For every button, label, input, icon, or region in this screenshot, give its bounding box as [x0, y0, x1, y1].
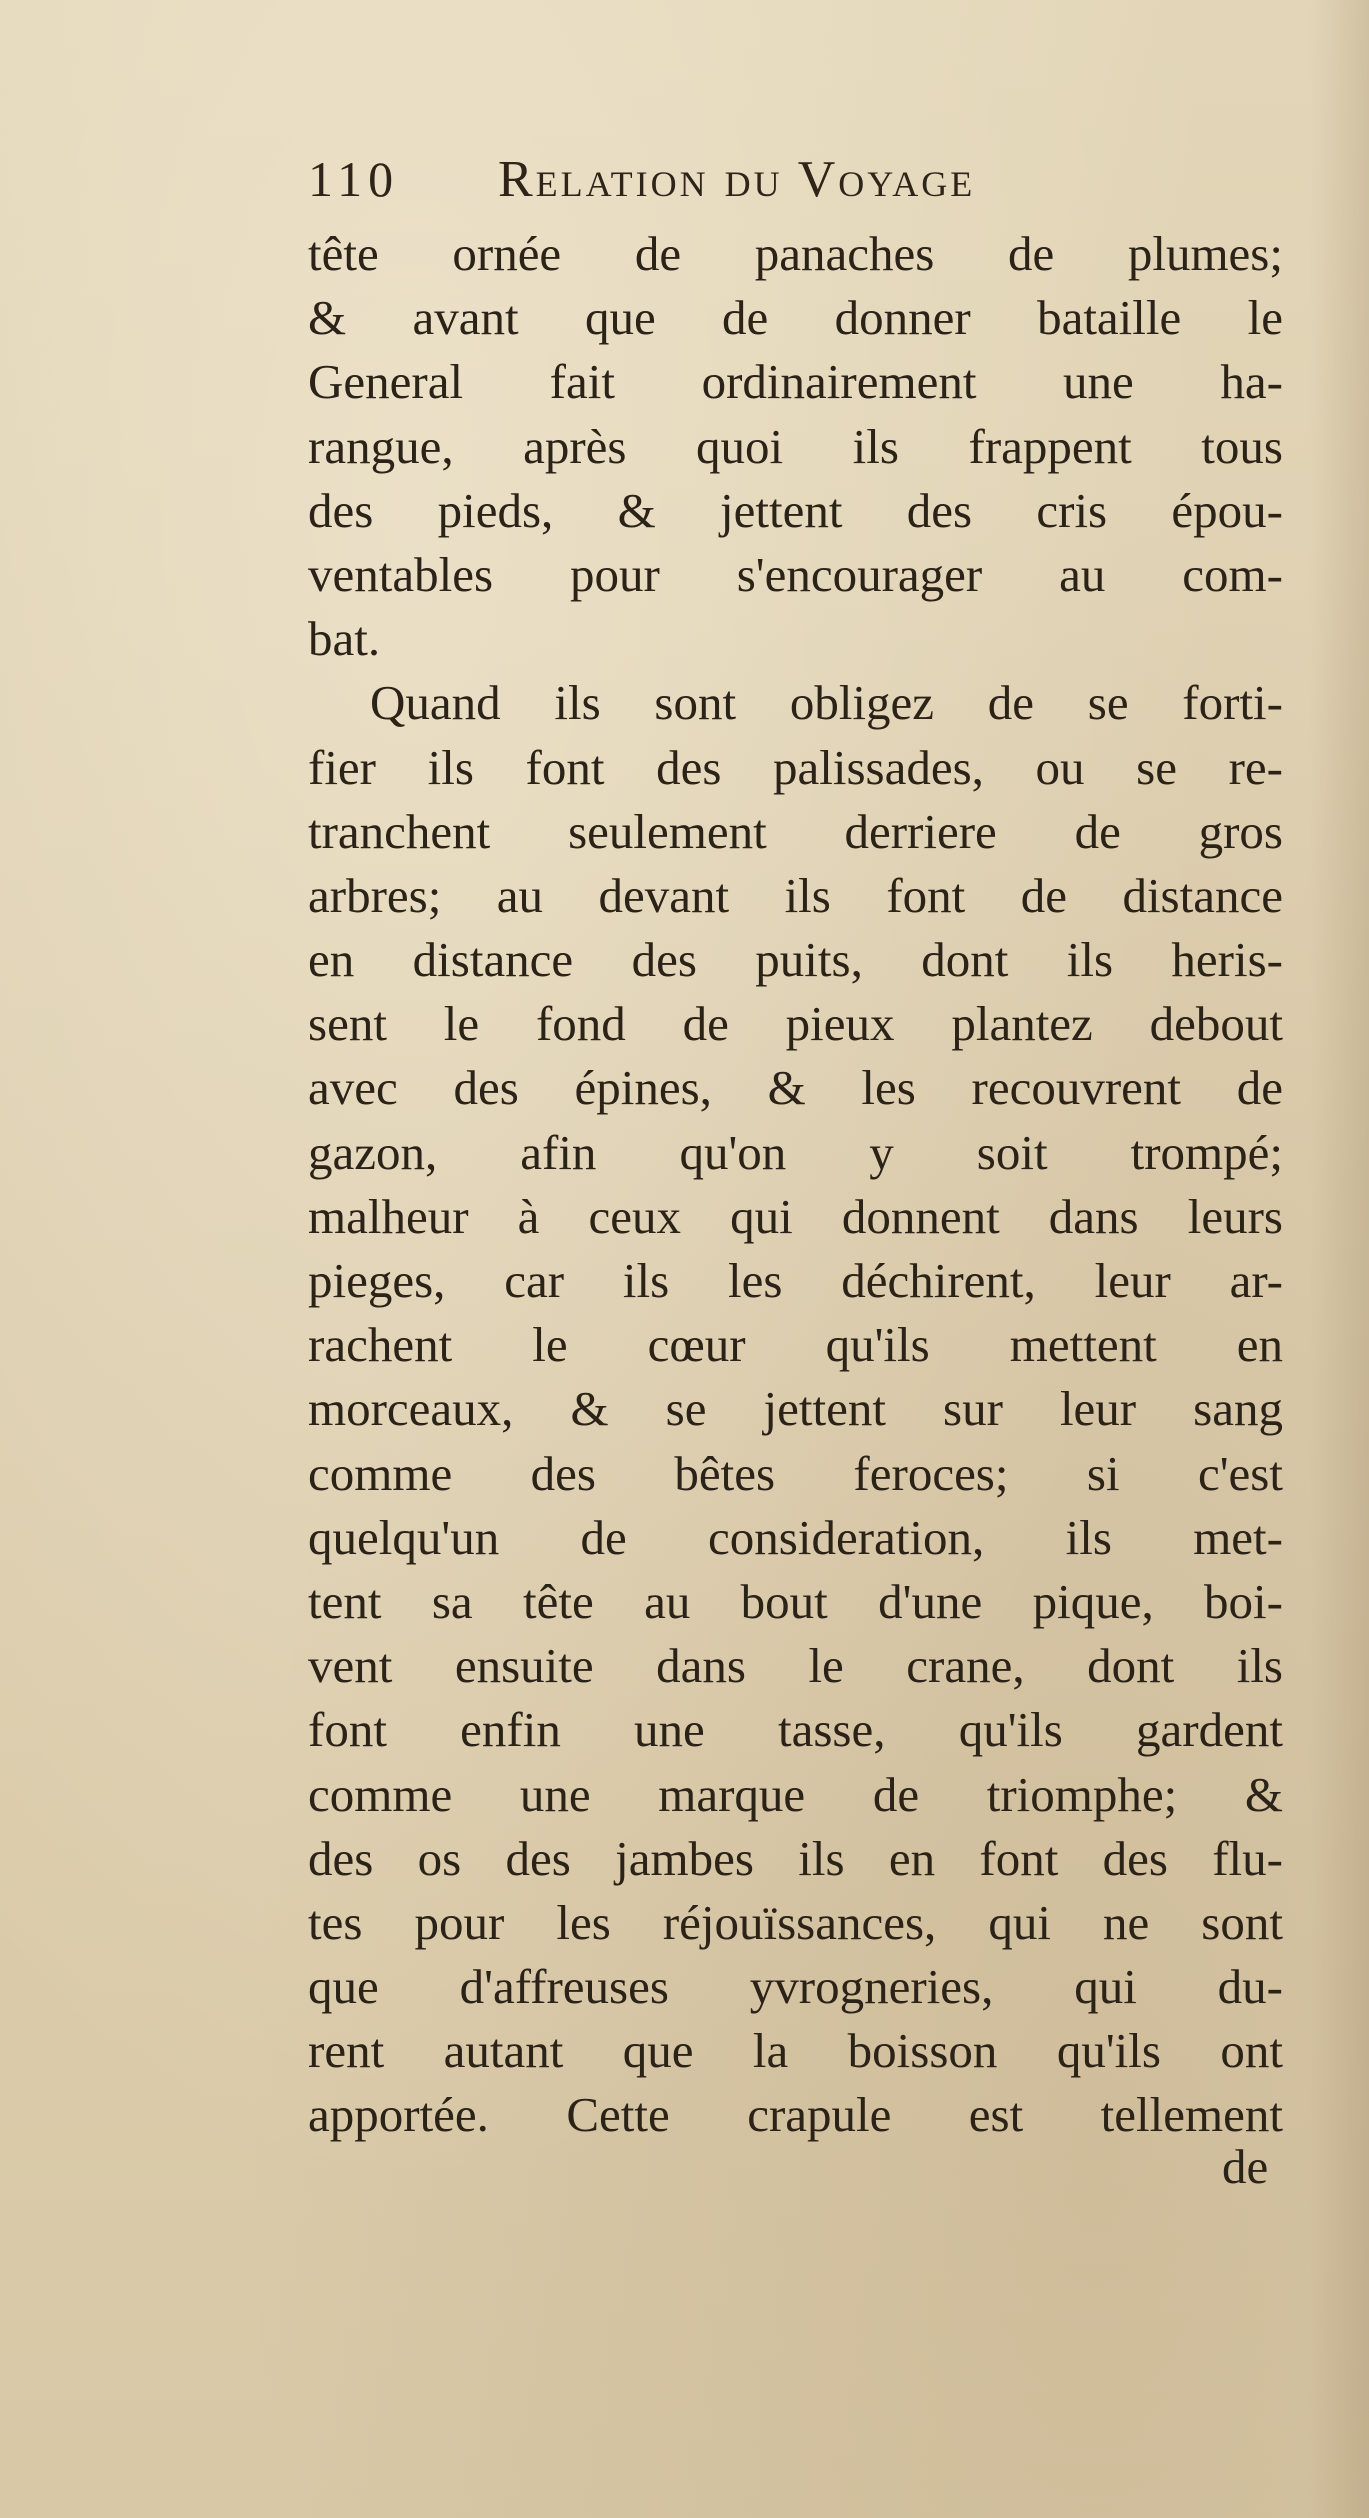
text-line: comme des bêtes feroces; si c'est: [308, 1445, 1283, 1501]
text-line: des pieds, & jettent des cris épou-: [308, 482, 1283, 538]
text-line: en distance des puits, dont ils heris-: [308, 932, 1283, 988]
text-line: apportée. Cette crapule est tellement: [308, 2087, 1283, 2143]
text-line: sent le fond de pieux plantez debout: [308, 996, 1283, 1052]
text-line: arbres; au devant ils font de distance: [308, 867, 1283, 923]
body-text: [308, 222, 1283, 2148]
text-line: que d'affreuses yvrogneries, qui du-: [308, 1959, 1283, 2015]
text-line: rangue, après quoi ils frappent tous: [308, 418, 1283, 474]
text-line: avec des épines, & les recouvrent de: [308, 1060, 1283, 1116]
text-line: tranchent seulement derriere de gros: [308, 803, 1283, 859]
text-line: des os des jambes ils en font des flu-: [308, 1830, 1283, 1886]
text-line: & avant que de donner bataille le: [308, 290, 1283, 346]
text-line: pieges, car ils les déchirent, leur ar-: [308, 1253, 1283, 1308]
text-line: tête ornée de panaches de plumes;: [308, 226, 1283, 281]
text-line: morceaux, & se jettent sur leur sang: [308, 1381, 1283, 1437]
text-line: gazon, afin qu'on y soit trompé;: [308, 1124, 1283, 1180]
page-number: 110: [308, 151, 400, 207]
running-head: Relation du Voyage: [498, 151, 976, 208]
text-line: bat.: [308, 611, 381, 667]
text-line: rent autant que la boisson qu'ils ont: [308, 2023, 1283, 2079]
page-header: [308, 150, 1168, 220]
text-line: Quand ils sont obligez de se forti-: [370, 675, 1283, 731]
text-line: fier ils font des palissades, ou se re-: [308, 739, 1283, 795]
page-edge-shadow: [1309, 0, 1369, 2518]
text-line: quelqu'un de consideration, ils met-: [308, 1509, 1283, 1565]
text-line: rachent le cœur qu'ils mettent en: [308, 1317, 1283, 1373]
text-line: tes pour les réjouïssances, qui ne sont: [308, 1894, 1283, 1950]
text-line: font enfin une tasse, qu'ils gardent: [308, 1702, 1283, 1758]
text-line: comme une marque de triomphe; &: [308, 1766, 1283, 1822]
text-line: vent ensuite dans le crane, dont ils: [308, 1638, 1283, 1694]
text-line: ventables pour s'encourager au com-: [308, 546, 1283, 602]
text-line: General fait ordinairement une ha-: [308, 354, 1283, 410]
text-line: malheur à ceux qui donnent dans leurs: [308, 1188, 1283, 1244]
catchword: de: [1222, 2139, 1269, 2194]
text-line: tent sa tête au bout d'une pique, boi-: [308, 1573, 1283, 1629]
